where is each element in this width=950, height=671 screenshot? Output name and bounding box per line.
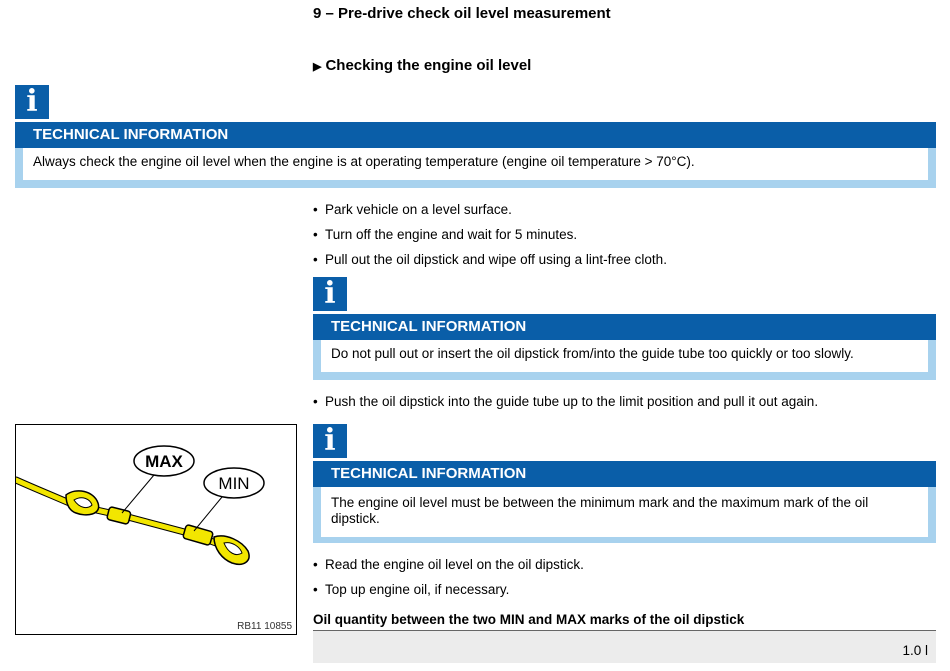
step-list: [313, 557, 933, 607]
list-item: • Park vehicle on a level surface.: [313, 202, 933, 227]
technical-info-text: Do not pull out or insert the oil dipstick from/into the guide tube too quickly or too slowly.: [321, 340, 928, 372]
list-item: • Push the oil dipstick into the guide tube up to the limit position and pull it out again.: [313, 394, 933, 419]
technical-info-title: TECHNICAL INFORMATION: [15, 122, 936, 148]
list-item: • Pull out the oil dipstick and wipe off using a lint-free cloth.: [313, 252, 933, 277]
technical-info-text: Always check the engine oil level when the engine is at operating temperature (engine oil temperature > 70°C).: [23, 148, 928, 180]
quantity-heading: Oil quantity between the two MIN and MAX marks of the oil dipstick: [313, 612, 745, 627]
technical-info-box: [313, 461, 936, 543]
info-icon: i: [313, 424, 347, 458]
technical-info-box: [313, 314, 936, 380]
info-icon: i: [15, 85, 49, 119]
info-icon: i: [313, 277, 347, 311]
list-item: • Top up engine oil, if necessary.: [313, 582, 933, 607]
list-item: • Turn off the engine and wait for 5 minutes.: [313, 227, 933, 252]
dipstick-illustration: [16, 425, 296, 634]
technical-info-title: TECHNICAL INFORMATION: [313, 314, 936, 340]
triangle-right-icon: ▶: [313, 61, 322, 73]
step-list: [313, 202, 933, 277]
step-list: [313, 394, 933, 419]
technical-info-title: TECHNICAL INFORMATION: [313, 461, 936, 487]
technical-info-text: The engine oil level must be between the minimum mark and the maximum mark of the oil dipstick.: [321, 487, 928, 537]
quantity-row: [313, 631, 936, 663]
max-label: MAX: [145, 452, 183, 471]
dipstick-figure: [15, 424, 297, 635]
section-title: ▶ Checking the engine oil level: [313, 57, 532, 74]
technical-info-box: [15, 122, 936, 188]
figure-code: RB11 10855: [237, 621, 292, 632]
quantity-value: 1.0 l: [902, 643, 928, 658]
min-label: MIN: [218, 474, 250, 493]
list-item: • Read the engine oil level on the oil dipstick.: [313, 557, 933, 582]
page-title: 9 – Pre-drive check oil level measurement: [313, 5, 611, 22]
